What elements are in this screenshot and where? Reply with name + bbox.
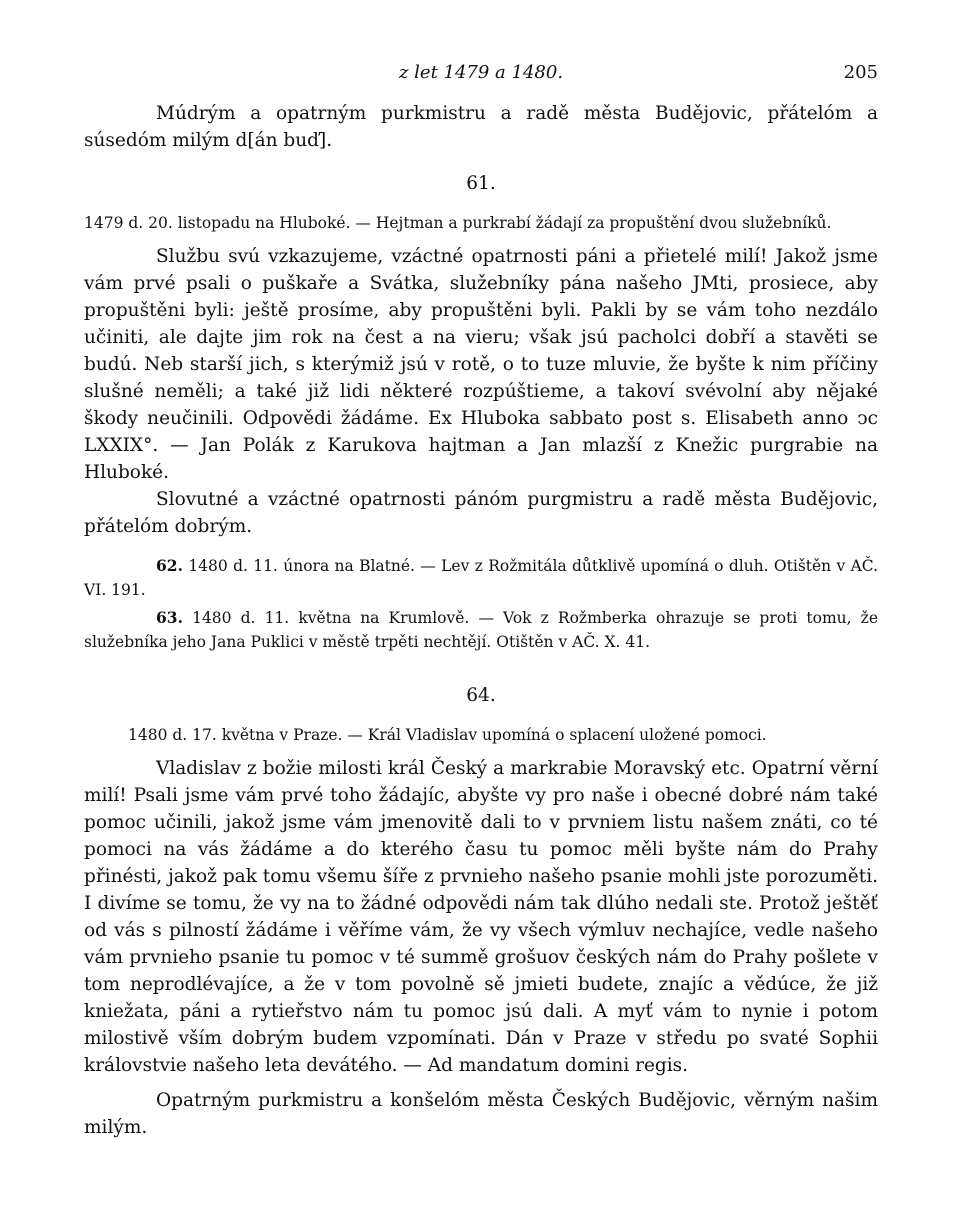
doc-61-number: 61.	[466, 173, 496, 194]
doc-61-regest: 1479 d. 20. listopadu na Hluboké. — Hejtman a purkrabí žádají za propuštění dvou služebníků.	[84, 214, 832, 232]
page-number: 205	[843, 62, 878, 83]
doc-64-text: Vladislav z božie milosti král Český a markrabie Moravský etc. Opatrní věrní milí! Psali jsme vám prvé toho žádajíc, abyšte vy pro naše i obecné dobré nám také pomoc učinili, jakož jsme vám jmenovitě dali to v prvniem listu našem znáti, co té pomoci na vás žádáme a do kterého času tu pomoc měli byšte nám do Prahy přinésti, jakož pak tomu všemu šíře z prvnieho našeho psanie mohli jste porozuměti. I divíme se tomu, že vy na to žádné odpovědi nám tak dlúho nedali ste. Protož ještěť od vás s pilností žádáme i věříme vám, že vy všech výmluv nechajíce, vedle našeho vám prvnieho psanie tu pomoc v té summě grošuov českých nám do Prahy pošlete v tom neprodlévajíce, a že v tom povolně sě jmieti budete, znajíc a vědúce, že již kniežata, páni a rytieřstvo nám tu pomoc jsú dali. A myť vám to nynie i potom milostivě vším dobrým budem vzpomínati. Dán v Praze v středu po svaté Sophii královstvie našeho leta devátého. — Ad mandatum domini regis.	[84, 758, 878, 1076]
doc-62-number: 62.	[156, 556, 183, 575]
doc-63-entry	[84, 606, 878, 654]
doc-62-entry	[84, 554, 878, 602]
doc-64-number: 64.	[466, 685, 496, 706]
running-title: z let 1479 a 1480.	[398, 62, 564, 83]
page-header	[84, 60, 878, 94]
doc-62-text: 1480 d. 11. února na Blatné. — Lev z Rožmitála důtklivě upomíná o dluh. Otištěn v AČ. VI. 191.	[84, 557, 879, 599]
doc-63-number: 63.	[156, 608, 183, 627]
intro-address: Múdrým a opatrným purkmistru a radě města Budějovic, přátelóm a súsedóm milým d[án buď].	[84, 103, 878, 151]
doc-61-address: Slovutné a vzáctné opatrnosti pánóm purgmistru a radě města Budějovic, přátelóm dobrým.	[84, 489, 878, 537]
doc-61-text: Službu svú vzkazujeme, vzáctné opatrnosti páni a přietelé milí! Jakož jsme vám prvé psali o puškaře a Svátka, služebníky pána našeho JMti, prosiece, aby propuštěni byli: ještě prosíme, aby propuštěni byli. Pakli by se vám toho nezdálo učiniti, ale dajte jim rok na čest a na vieru; však jsú pacholci dobří a stavěti se budú. Neb starší jich, s kterýmiž jsú v rotě, o to tuze mluvie, že byšte k nim příčiny slušné neměli; a také již lidi některé rozpúštieme, a takoví svévolní aby nějaké škody neučinili. Odpovědi žádáme. Ex Hluboka sabbato post s. Elisabeth anno ↄc LXXIX°. — Jan Polák z Karukova hajtman a Jan mlazší z Knežic purgrabie na Hluboké.	[84, 246, 878, 483]
doc-64-address: Opatrným purkmistru a konšelóm města Českých Budějovic, věrným našim milým.	[84, 1090, 878, 1138]
doc-64-regest: 1480 d. 17. května v Praze. — Král Vladislav upomíná o splacení uložené pomoci.	[128, 726, 767, 744]
doc-63-text: 1480 d. 11. května na Krumlově. — Vok z Rožmberka ohrazuje se proti tomu, že služebníka jeho Jana Puklici v městě trpěti nechtějí. Otištěn v AČ. X. 41.	[84, 609, 878, 651]
